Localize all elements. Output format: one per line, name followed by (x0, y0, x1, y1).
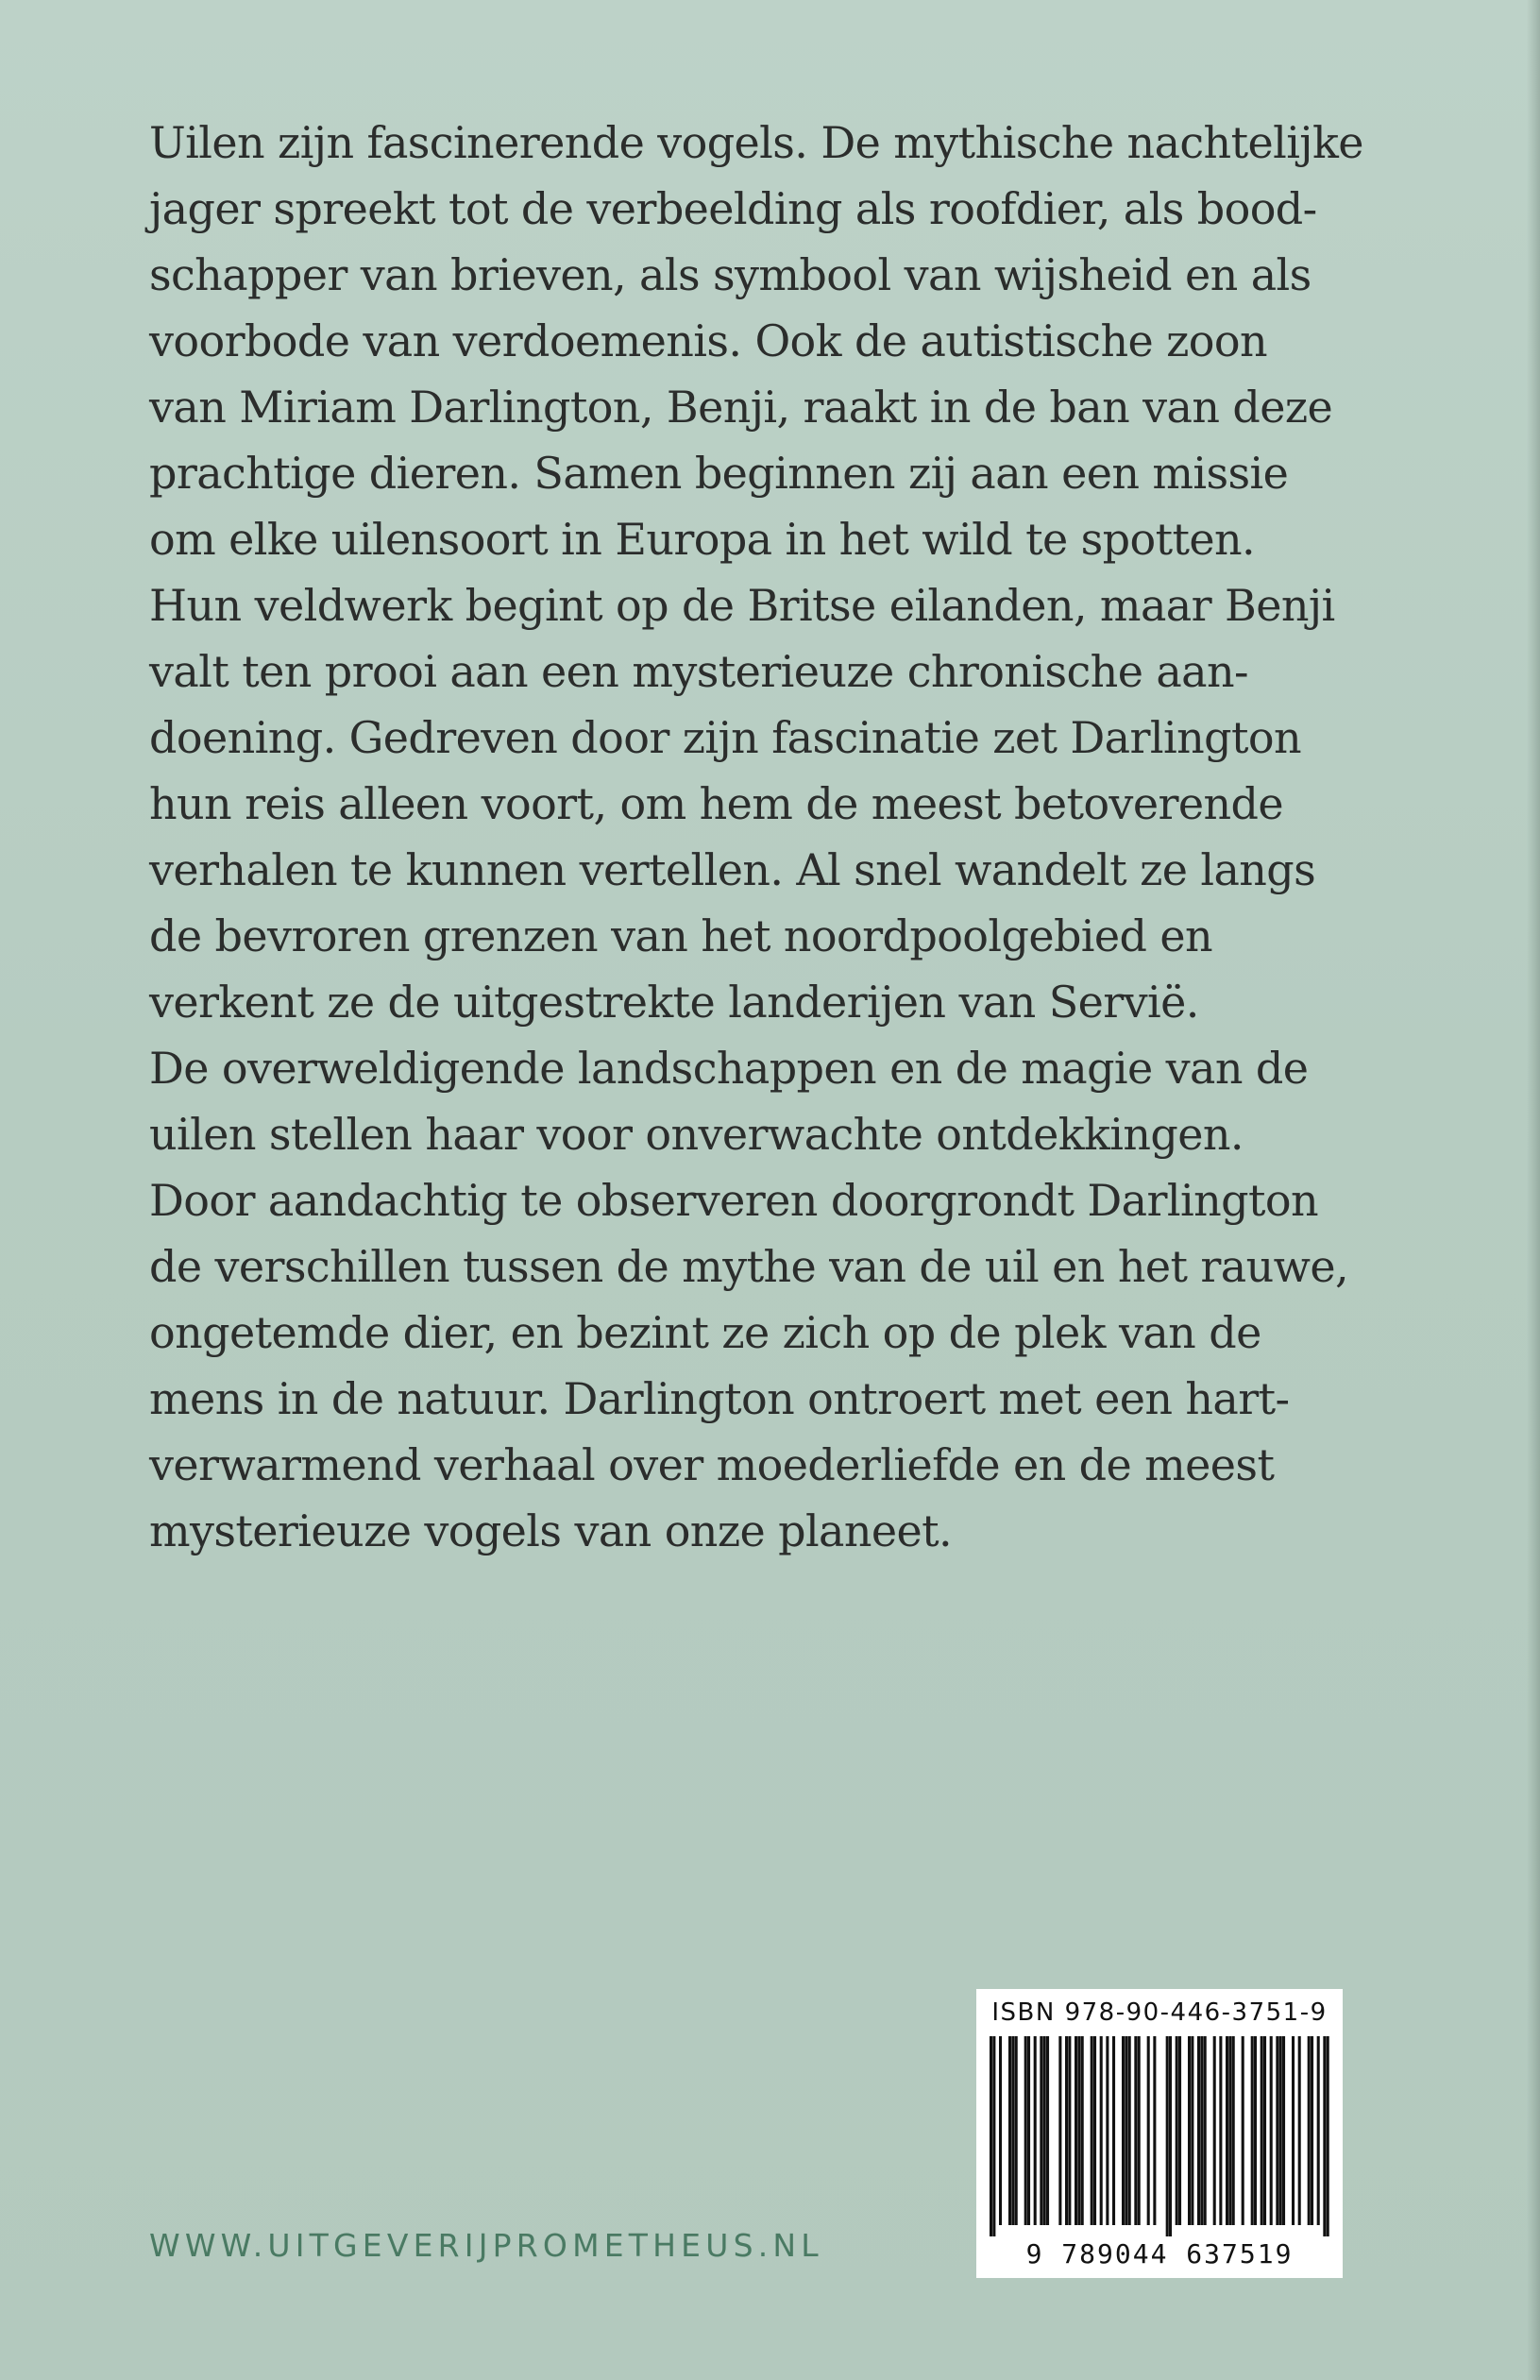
blurb-line: Uilen zijn fascinerende vogels. De mythische nachtelijke (149, 117, 1363, 168)
blurb-line: schapper van brieven, als symbool van wijsheid en als (149, 249, 1312, 300)
barcode-bar (1040, 2036, 1042, 2225)
barcode-bar (1075, 2036, 1077, 2225)
barcode-bar (1279, 2036, 1282, 2225)
barcode-bar (1138, 2036, 1141, 2225)
barcode-bar (1204, 2036, 1207, 2225)
barcode-bar (1178, 2036, 1181, 2225)
blurb-line: ongetemde dier, en bezint ze zich op de plek van de (149, 1307, 1261, 1358)
barcode-bar (1200, 2036, 1203, 2225)
barcode-bar (1043, 2036, 1046, 2225)
barcode-bar (1270, 2036, 1273, 2225)
blurb-line: Hun veldwerk begint op de Britse eilanden, maar Benji (149, 580, 1335, 631)
barcode-bar (1251, 2036, 1254, 2225)
barcode-bar (1166, 2036, 1169, 2236)
blurb-line: jager spreekt tot de verbeelding als roofdier, als bood- (149, 183, 1317, 234)
barcode-bar (1276, 2036, 1278, 2225)
cover-edge-shadow (1527, 0, 1540, 2380)
barcode-bar (1077, 2036, 1080, 2225)
barcode-bar (1027, 2036, 1030, 2225)
barcode-bar (999, 2036, 1002, 2225)
barcode-digits: 9 789044 637519 (1025, 2238, 1294, 2270)
barcode-bar (1153, 2036, 1156, 2225)
blurb-line: verkent ze de uitgestrekte landerijen van Servië. (149, 977, 1199, 1028)
blurb-line: voorbode van verdoemenis. Ook de autistische zoon (149, 315, 1267, 366)
barcode-bar (1213, 2036, 1216, 2225)
blurb-line: Door aandachtig te observeren doorgrondt Darlington (149, 1175, 1318, 1226)
barcode-bar (1125, 2036, 1127, 2225)
barcode-bar (1011, 2036, 1014, 2225)
blurb-line: mysterieuze vogels van onze planeet. (149, 1505, 953, 1556)
blurb-line: de verschillen tussen de mythe van de uil en het rauwe, (149, 1241, 1349, 1292)
barcode-bar (1191, 2036, 1193, 2225)
barcode-bar (1068, 2036, 1071, 2225)
barcode-bar (1008, 2036, 1011, 2225)
blurb-line: doening. Gedreven door zijn fascinatie zet Darlington (149, 712, 1301, 763)
barcode-bar (1263, 2036, 1266, 2225)
barcode-bar (1282, 2036, 1285, 2225)
barcode-bar (992, 2036, 995, 2236)
barcode-bars (990, 2036, 1329, 2236)
blurb-line: de bevroren grenzen van het noordpoolgebied en (149, 910, 1213, 961)
blurb-text (149, 110, 1367, 1564)
barcode-bar (1176, 2036, 1178, 2225)
barcode-bar (1015, 2036, 1018, 2225)
blurb-line: om elke uilensoort in Europa in het wild te spotten. (149, 514, 1256, 565)
barcode-bar (1242, 2036, 1244, 2225)
blurb-line: hun reis alleen voort, om hem de meest betoverende (149, 778, 1283, 829)
barcode-bar (1228, 2036, 1231, 2225)
blurb-line: verhalen te kunnen vertellen. Al snel wandelt ze langs (149, 844, 1316, 895)
barcode-bar (990, 2036, 992, 2236)
barcode-bar (1327, 2036, 1329, 2236)
barcode-bar (1106, 2036, 1108, 2225)
barcode-bar (1024, 2036, 1027, 2225)
blurb-line: valt ten prooi aan een mysterieuze chronische aan- (149, 646, 1248, 697)
barcode-bar (1147, 2036, 1150, 2225)
barcode-bar (1046, 2036, 1049, 2225)
barcode-bar (1100, 2036, 1103, 2225)
barcode-bar (1128, 2036, 1131, 2225)
blurb-line: De overweldigende landschappen en de magie van de (149, 1043, 1309, 1094)
blurb-line: mens in de natuur. Darlington ontroert met een hart- (149, 1373, 1290, 1424)
barcode-bar (1311, 2036, 1313, 2225)
barcode-bar (1093, 2036, 1096, 2225)
barcode-bar (1188, 2036, 1191, 2225)
isbn-barcode (976, 1989, 1343, 2278)
barcode-bar (1081, 2036, 1084, 2225)
barcode-bar (1323, 2036, 1326, 2236)
barcode-bar (1122, 2036, 1125, 2225)
barcode-bar (1254, 2036, 1257, 2225)
barcode-bar (1298, 2036, 1301, 2225)
barcode-bar (1169, 2036, 1172, 2236)
blurb-line: van Miriam Darlington, Benji, raakt in de ban van deze (149, 382, 1333, 433)
barcode-bar (1232, 2036, 1235, 2225)
barcode-bar (1112, 2036, 1115, 2225)
barcode-bar (1219, 2036, 1222, 2225)
barcode-bar (1065, 2036, 1068, 2225)
barcode-bar (1226, 2036, 1228, 2225)
blurb-line: verwarmend verhaal over moederliefde en de meest (149, 1439, 1275, 1490)
barcode-bar (1034, 2036, 1037, 2225)
blurb-line: prachtige dieren. Samen beginnen zij aan een missie (149, 448, 1289, 499)
barcode-bar (1317, 2036, 1320, 2225)
barcode-bar (1134, 2036, 1137, 2225)
barcode-bar (1292, 2036, 1295, 2225)
publisher-website[interactable]: WWW.UITGEVERIJPROMETHEUS.NL (149, 2227, 823, 2264)
barcode-bar (1261, 2036, 1263, 2225)
barcode-bar (1197, 2036, 1200, 2225)
barcode-bar (1091, 2036, 1093, 2225)
barcode-bar (1058, 2036, 1061, 2225)
isbn-label: ISBN 978-90-446-3751-9 (991, 1998, 1328, 2027)
blurb-line: uilen stellen haar voor onverwachte ontdekkingen. (149, 1109, 1244, 1160)
barcode-bar (1308, 2036, 1311, 2225)
